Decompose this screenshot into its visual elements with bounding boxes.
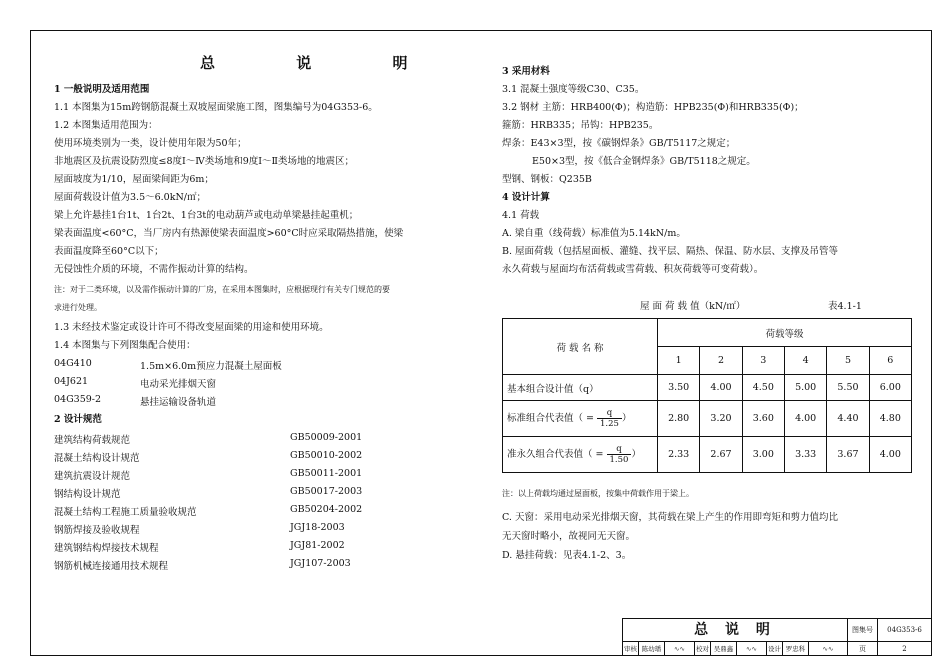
value-cell: 5.50 [827, 375, 869, 401]
steel-spec: 型钢、钢板：Q235B [502, 174, 592, 185]
grade-cell: 5 [827, 347, 869, 375]
title-block-title: 总 说 明 [623, 619, 848, 642]
page-label: 页 [848, 642, 878, 656]
signature-row [623, 642, 848, 656]
grade-cell: 6 [869, 347, 911, 375]
value-cell: 4.80 [869, 401, 911, 437]
code-name: 建筑结构荷载规范 [54, 435, 131, 446]
value-cell: 2.67 [700, 437, 742, 473]
fraction-denominator: 1.25 [600, 419, 619, 429]
row-label-close: ） [631, 449, 641, 460]
page-title: 总 说 明 [200, 54, 446, 72]
table-number: 表4.1-1 [828, 301, 862, 312]
value-cell: 4.00 [700, 375, 742, 401]
code-number: JGJ81-2002 [290, 540, 345, 551]
load-b: 永久荷载与屋面均布活荷载或雪荷载、积灰荷载等可变荷载）。 [502, 264, 764, 275]
clause-3-1: 3.1 混凝土强度等级C30、C35。 [502, 84, 645, 95]
scope-line: 表面温度降至60°C以下； [54, 246, 164, 257]
fraction [597, 408, 622, 429]
scope-line: 非地震区及抗震设防烈度≤8度Ⅰ～Ⅳ类场地和9度Ⅰ～Ⅱ类场地的地震区； [54, 156, 355, 167]
clause-1-3: 1.3 未经技术鉴定或设计许可不得改变屋面梁的用途和使用环境。 [54, 322, 329, 333]
code-number: GB50017-2003 [290, 486, 363, 497]
designer-signature: ∿∿ [809, 642, 848, 656]
reviewer-name: 陈幼璠 [639, 642, 665, 656]
value-cell: 4.00 [869, 437, 911, 473]
fraction-numerator: q [607, 444, 632, 455]
atlas-desc: 悬挂运输设备轨道 [140, 397, 217, 408]
code-number: JGJ107-2003 [290, 558, 351, 569]
section-4-heading: 4 设计计算 [502, 192, 550, 203]
design-label: 设计 [767, 642, 783, 656]
value-cell: 6.00 [869, 375, 911, 401]
clause-1-4: 1.4 本图集与下列图集配合使用： [54, 340, 196, 351]
weld-spec: E50×3型，按《低合金钢焊条》GB/T5118之规定。 [532, 156, 756, 167]
table-title: 屋 面 荷 载 值（kN/㎡） [640, 301, 746, 312]
row-label [503, 401, 658, 437]
scope-line: 无侵蚀性介质的环境，不需作振动计算的结构。 [54, 264, 254, 275]
code-name: 混凝土结构工程施工质量验收规范 [54, 507, 197, 518]
checker-signature: ∿∿ [737, 642, 767, 656]
value-cell: 3.67 [827, 437, 869, 473]
section-3-heading: 3 采用材料 [502, 66, 550, 77]
value-cell: 2.33 [658, 437, 700, 473]
atlas-desc: 电动采光排烟天窗 [140, 379, 217, 390]
value-cell: 3.50 [658, 375, 700, 401]
code-number: GB50010-2002 [290, 450, 363, 461]
table-row [503, 375, 912, 401]
grade-cell: 4 [784, 347, 826, 375]
scope-line: 屋面坡度为1/10，屋面梁间距为6m； [54, 174, 214, 185]
page-number: 2 [878, 642, 932, 656]
scope-line: 使用环境类别为一类，设计使用年限为50年； [54, 138, 247, 149]
table-note: 注：以上荷载均通过屋面板，按集中荷载作用于梁上。 [502, 489, 694, 498]
value-cell: 4.40 [827, 401, 869, 437]
value-cell: 4.50 [742, 375, 784, 401]
code-name: 建筑抗震设计规范 [54, 471, 131, 482]
load-c: 无天窗时略小，故视同无天窗。 [502, 531, 636, 542]
row-label: 基本组合设计值（q） [503, 375, 658, 401]
load-b: B. 屋面荷载（包括屋面板、灌缝、找平层、隔热、保温、防水层、支撑及吊管等 [502, 246, 839, 257]
check-label: 校对 [695, 642, 711, 656]
clause-3-2-stirrup: 箍筋：HRB335；吊钩：HPB235。 [502, 120, 659, 131]
fraction-denominator: 1.50 [609, 455, 629, 465]
table-row [503, 401, 912, 437]
roof-load-table [502, 318, 912, 473]
value-cell: 5.00 [784, 375, 826, 401]
value-cell: 2.80 [658, 401, 700, 437]
grade-cell: 1 [658, 347, 700, 375]
scope-line: 屋面荷载设计值为3.5～6.0kN/㎡； [54, 192, 206, 203]
atlas-code: 04G359-2 [54, 394, 102, 405]
fraction-numerator: q [597, 408, 622, 419]
atlas-no-label: 图集号 [848, 619, 878, 642]
section-2-heading: 2 设计规范 [54, 414, 102, 425]
fraction [607, 444, 632, 465]
table-row [503, 437, 912, 473]
code-number: GB50204-2002 [290, 504, 363, 515]
designer-name: 罗忠科 [783, 642, 809, 656]
code-name: 混凝土结构设计规范 [54, 453, 140, 464]
weld-spec: 焊条：E43×3型，按《碳钢焊条》GB/T5117之规定； [502, 138, 736, 149]
code-name: 钢筋焊接及验收规程 [54, 525, 140, 536]
code-name: 钢结构设计规范 [54, 489, 121, 500]
row-label-close: ） [621, 413, 632, 424]
value-cell: 3.00 [742, 437, 784, 473]
code-number: JGJ18-2003 [290, 522, 345, 533]
code-name: 钢筋机械连接通用技术规程 [54, 561, 169, 572]
scope-note: 求进行处理。 [54, 303, 102, 312]
clause-3-2: 3.2 钢材 主筋：HRB400(Φ)；构造筋：HPB235(Φ)和HRB335(Φ)； [502, 102, 804, 113]
reviewer-signature: ∿∿ [665, 642, 695, 656]
grade-cell: 3 [742, 347, 784, 375]
clause-4-1: 4.1 荷载 [502, 210, 540, 221]
atlas-code: 04J621 [54, 376, 89, 387]
value-cell: 4.00 [784, 401, 826, 437]
section-1-heading: 1 一般说明及适用范围 [54, 84, 150, 95]
value-cell: 3.33 [784, 437, 826, 473]
value-cell: 3.60 [742, 401, 784, 437]
clause-1-1: 1.1 本图集为15m跨钢筋混凝土双坡屋面梁施工图，图集编号为04G353-6。 [54, 102, 378, 113]
scope-note: 注：对于二类环境，以及需作振动计算的厂房，在采用本图集时，应根据现行有关专门规范的要 [54, 285, 390, 294]
atlas-desc: 1.5m×6.0m预应力混凝土屋面板 [140, 361, 282, 372]
scope-line: 梁表面温度<60°C，当厂房内有热源使梁表面温度>60°C时应采取隔热措施，使梁 [54, 228, 404, 239]
review-label: 审核 [623, 642, 639, 656]
table-header-name: 荷 载 名 称 [503, 319, 658, 375]
row-label [503, 437, 658, 473]
clause-1-2: 1.2 本图集适用范围为： [54, 120, 158, 131]
atlas-code: 04G410 [54, 358, 92, 369]
code-name: 建筑钢结构焊接技术规程 [54, 543, 159, 554]
load-d: D. 悬挂荷载：见表4.1-2、3。 [502, 550, 632, 561]
grade-cell: 2 [700, 347, 742, 375]
checker-name: 吴鼎鑫 [711, 642, 737, 656]
code-number: GB50011-2001 [290, 468, 363, 479]
row-label-text: 标准组合代表值（ = [507, 413, 597, 424]
code-number: GB50009-2001 [290, 432, 363, 443]
title-block [622, 618, 932, 656]
load-a: A. 梁自重（线荷载）标准值为5.14kN/m。 [502, 228, 686, 239]
load-c: C. 天窗：采用电动采光排烟天窗，其荷载在梁上产生的作用即弯矩和剪力值均比 [502, 512, 838, 523]
value-cell: 3.20 [700, 401, 742, 437]
row-label-text: 准永久组合代表值（ = [507, 449, 607, 460]
table-header-grade: 荷载等级 [658, 319, 912, 347]
atlas-no: 04G353-6 [878, 619, 932, 642]
scope-line: 梁上允许悬挂1台1t、1台2t、1台3t的电动葫芦或电动单梁悬挂起重机； [54, 210, 359, 221]
